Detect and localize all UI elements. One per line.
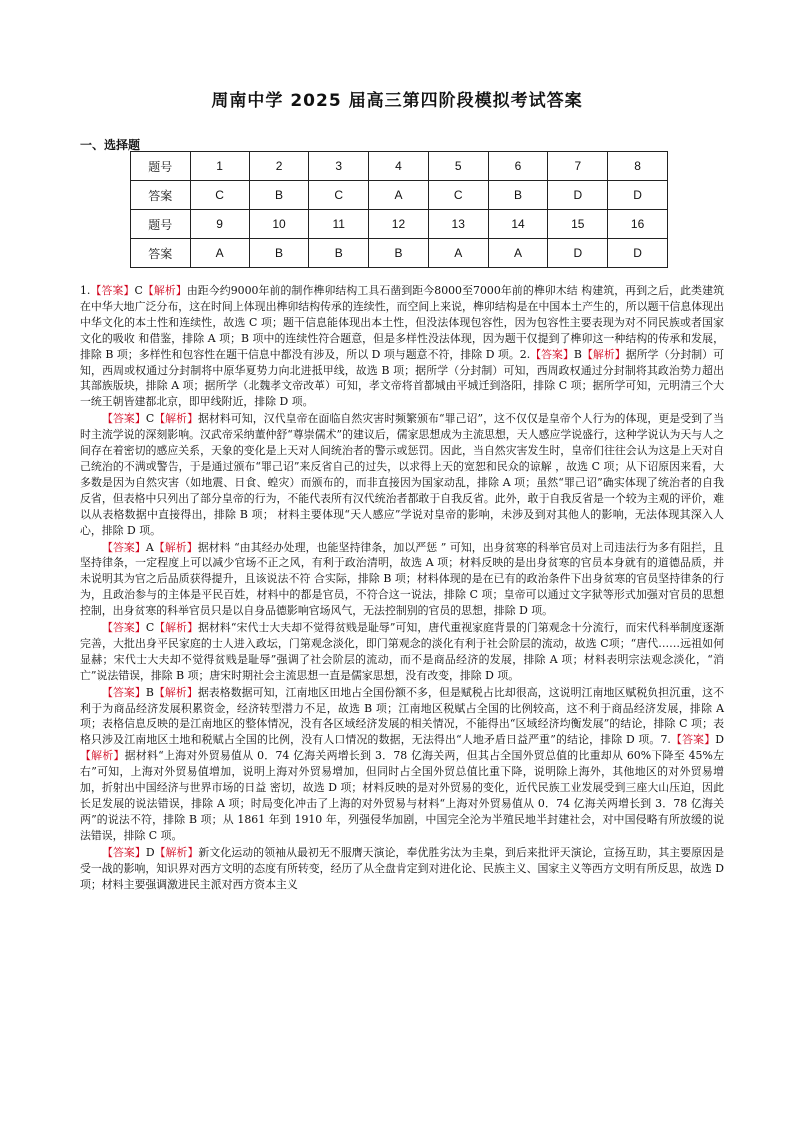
table-cell: 12 [369, 210, 429, 239]
table-row [131, 152, 668, 181]
table-cell: 11 [309, 210, 369, 239]
answer-label: 【解析】 [154, 412, 199, 426]
answer-label: 【答案】 [102, 621, 146, 635]
table-cell: 1 [190, 152, 249, 181]
answer-label: 【答案】 [90, 284, 135, 297]
paragraph-text: C [134, 284, 143, 297]
table-cell: 4 [369, 152, 429, 181]
table-cell: 3 [309, 152, 369, 181]
paragraph-text: 1. [80, 284, 91, 297]
table-cell: 8 [608, 152, 668, 181]
table-cell: B [369, 239, 429, 268]
table-cell: A [190, 239, 249, 268]
table-cell: 13 [428, 210, 488, 239]
table-cell: A [488, 239, 548, 268]
table-row [131, 181, 668, 210]
table-cell: D [548, 181, 608, 210]
table-cell: 15 [548, 210, 608, 239]
answer-paragraph [80, 685, 724, 844]
paragraph-text: D [715, 733, 724, 747]
table-row-header: 答案 [131, 181, 191, 210]
table-cell: A [428, 239, 488, 268]
section-heading: 一、选择题 [80, 138, 141, 152]
table-cell: B [249, 239, 309, 268]
paragraph-text: B [573, 347, 582, 361]
answer-paragraph [80, 411, 724, 538]
answer-paragraph [80, 283, 724, 410]
answer-label: 【解析】 [581, 347, 626, 361]
table-cell: 14 [488, 210, 548, 239]
answer-label: 【解析】 [142, 284, 187, 297]
answer-label: 【解析】 [153, 540, 198, 554]
table-cell: 2 [249, 152, 309, 181]
paragraph-text: A [145, 540, 154, 554]
table-cell: B [488, 181, 548, 210]
table-cell: C [190, 181, 249, 210]
table-cell: B [309, 239, 369, 268]
paragraph-text: D [145, 845, 155, 859]
table-cell: A [369, 181, 429, 210]
table-row [131, 239, 668, 268]
page-title: 周南中学 2025 届高三第四阶段模拟考试答案 [211, 91, 583, 111]
answer-paragraph [80, 620, 724, 684]
paragraph-text: 据材料“宋代士大夫却不觉得贫贱是耻辱”可知，唐代重视家庭背景的门第观念十分流行，而宋代科举制度逐渐完善，大批出身平民家庭的士人进入政坛，门第观念淡化，即门第观念的淡化有利于社会阶层的流动，故选 C项；“唐代……远祖如何显赫；宋代士大夫却不觉得贫贱是耻辱”强调了社会阶层的流动，而不是商品经济的发展，排除 A 项；材料表明宗法观念淡化，“消亡”说法错误，排除 B 项；唐宋时期社会主流思想一直是儒家思想，没有改变，排除 D 项。 [80, 621, 724, 682]
explanation-text [80, 283, 724, 893]
table-row-header: 题号 [131, 210, 191, 239]
answer-label: 【解析】 [154, 621, 199, 635]
answer-label: 【解析】 [154, 845, 199, 859]
table-cell: 6 [488, 152, 548, 181]
paragraph-text: 据所学（分封制）可知，西周或权通过分封制将中原华夏势力向北进抵甲线，故选 B 项；据所学（分封制）可知，西周政权通过分封制将其政治势力超出其部族版块，排除 A 项；据所学（北魏孝文帝改革）可知，孝文帝将首都城由平城迁到洛阳，排除 C 项；据所学可知，元明清三个大一统王朝皆建都北京，即甲线附近，排除 D 项。 [80, 347, 724, 409]
answer-table [130, 151, 668, 268]
answer-paragraph [80, 845, 724, 893]
table-cell: D [608, 239, 668, 268]
table-cell: D [608, 181, 668, 210]
paragraph-text: 据材料可知，汉代皇帝在面临自然灾害时频繁颁布“罪己诏”，这不仅仅是皇帝个人行为的体现，更是受到了当时主流学说的深刻影响。汉武帝采纳董仲舒“尊崇儒术”的建议后，儒家思想成为主流思想，天人感应学说盛行，这种学说认为天与人之间存在着密切的感应关系，天象的变化是上天对人间统治者的警示或惩罚。因此，当自然灾害发生时，皇帝们往往会认为这是上天对自己统治的不满或警告，于是通过颁布“罪己诏”来反省自己的过失，以求得上天的宽恕和民众的谅解 ，故选 C 项；从下诏原因来看，大多数是因为自然灾害（如地震、日食、蝗灾）而颁布的，而非直接因为国家动乱，排除 A 项；虽然“罪己诏”确实体现了统治者的自我反省，但表格中只列出了部分皇帝的行为，不能代表所有汉代统治者都敢于自我反省。此外，敢于自我反省是一个较为主观的评价，难以从表格数据中直接得出，排除 B 项； 材料主要体现“天人感应”学说对皇帝的影响，未涉及到对其他人的影响，无法体现其深入人心，排除 D 项。 [80, 412, 724, 537]
paragraph-text: 由距今约9000年前的制作榫卯结构工具石凿到距今8000至7000年前的榫卯木结 构建筑，再到之后，此类建筑在中华大地广泛分布，这在时间上体现出榫卯结构传承的连续性，而空间上来说，榫卯结构是在中国本土产生的，所以题干信息体现出中华文化的本土性和连续性，故选 C 项；题干信息能体现出本土性，但没法体现包容性，因为包容性主要表现为对不同民族或者国家文化的吸收 和借鉴，排除 A 项；B 项中的连续性符合题意，但是多样性没法体现，因为题干仅提到了榫卯这一种结构的传承和发展，排除 B 项；多样性和包容性在题干信息中都没有涉及，所以 D 项与题意不符，排除 D 项。2. [80, 284, 724, 361]
table-cell: 16 [608, 210, 668, 239]
paragraph-text: 据材料“上海对外贸易值从 0．74 亿海关两增长到 3．78 亿海关两，但其占全国外贸总值的比重却从 60%下降至 45%左右”可知，上海对外贸易值增加，说明上海对外贸易增加，但同时占全国外贸总值比重下降，说明除上海外，其他地区的对外贸易增加，折射出中国经济与世界市场的日益 密切，故选 D 项；材料反映的是对外贸易的变化，近代民族工业发展受到三座大山压迫，因此长足发展的说法错误，排除 A 项；时局变化冲击了上海的对外贸易与材料“上海对外贸易值从 0．74 亿海关两增长到 3．78 亿海关两”的说法不符，排除 B 项；从 1861 年到 1910 年，列强侵华加剧，中国完全沦为半殖民地半封建社会，对中国侵略有所放缓的说法错误，排除 C 项。 [80, 749, 724, 842]
paragraph-text: C [145, 412, 155, 426]
answer-label: 【答案】 [102, 685, 146, 699]
table-row-header: 题号 [131, 152, 191, 181]
answer-label: 【答案】 [670, 733, 716, 747]
answer-label: 【答案】 [102, 845, 146, 859]
paragraph-text: B [145, 685, 154, 699]
paragraph-text: 据表格数据可知，江南地区田地占全国份额不多，但是赋税占比却很高，这说明江南地区赋税负担沉重，这不利于为商品经济发展积累资金，经济转型潜力不足，故选 B 项；江南地区税赋占全国的比例较高，这不利于商品经济发展，排除 A 项；表格信息反映的是江南地区的整体情况，没有各区域经济发展的相关情况，不能得出“区域经济均衡发展”的结论，排除 C 项；表格只涉及江南地区土地和税赋占全国的比例，没有人口情况的数据，无法得出“人地矛盾日益严重”的结论，排除 D 项。7. [80, 685, 724, 747]
table-cell: 9 [190, 210, 249, 239]
table-cell: 10 [249, 210, 309, 239]
table-cell: D [548, 239, 608, 268]
answer-label: 【解析】 [153, 685, 198, 699]
table-row-header: 答案 [131, 239, 191, 268]
answer-label: 【答案】 [102, 540, 146, 554]
answer-label: 【解析】 [80, 749, 125, 763]
paragraph-text: 据材料 “由其经办处理，也能坚持律条，加以严惩 ” 可知，出身贫寒的科举官员对上司违法行为多有阻拦，且坚持律条，一定程度上可以减少官场不正之风，有利于政治清明，故选 A 项；材料反映的是出身贫寒的官员本身就有的道德品质，并未说明其为官之后品质获得提升，且该说法不符 合实际，排除 B 项；材料体现的是在已有的政治条件下出身贫寒的官员坚持律条的行为，且政治参与的主体是平民百姓，材料中的都是官员，不符合这一说法，排除 C 项；皇帝可以通过文字狱等形式加强对官员的思想控制，出身贫寒的科举官员只是以自身品德影响官场风气，无法控制别的官员的思想，排除 D 项。 [80, 540, 724, 618]
table-row [131, 210, 668, 239]
table-cell: C [428, 181, 488, 210]
answer-label: 【答案】 [102, 412, 146, 426]
table-cell: B [249, 181, 309, 210]
paragraph-text: 新文化运动的领袖从最初无不服膺天演论，奉优胜劣汰为圭臬，到后来批评天演论，宣扬互助，其主要原因是受一战的影响，知识界对西方文明的态度有所转变，经历了从全盘肯定到对进化论、民族主义、国家主义等西方文明有所反思，故选 D 项；材料主要强调激进民主派对西方资本主义 [80, 845, 724, 891]
table-cell: 7 [548, 152, 608, 181]
answer-label: 【答案】 [530, 347, 574, 361]
table-cell: C [309, 181, 369, 210]
table-cell: 5 [428, 152, 488, 181]
answer-paragraph [80, 540, 724, 620]
paragraph-text: C [145, 621, 155, 635]
